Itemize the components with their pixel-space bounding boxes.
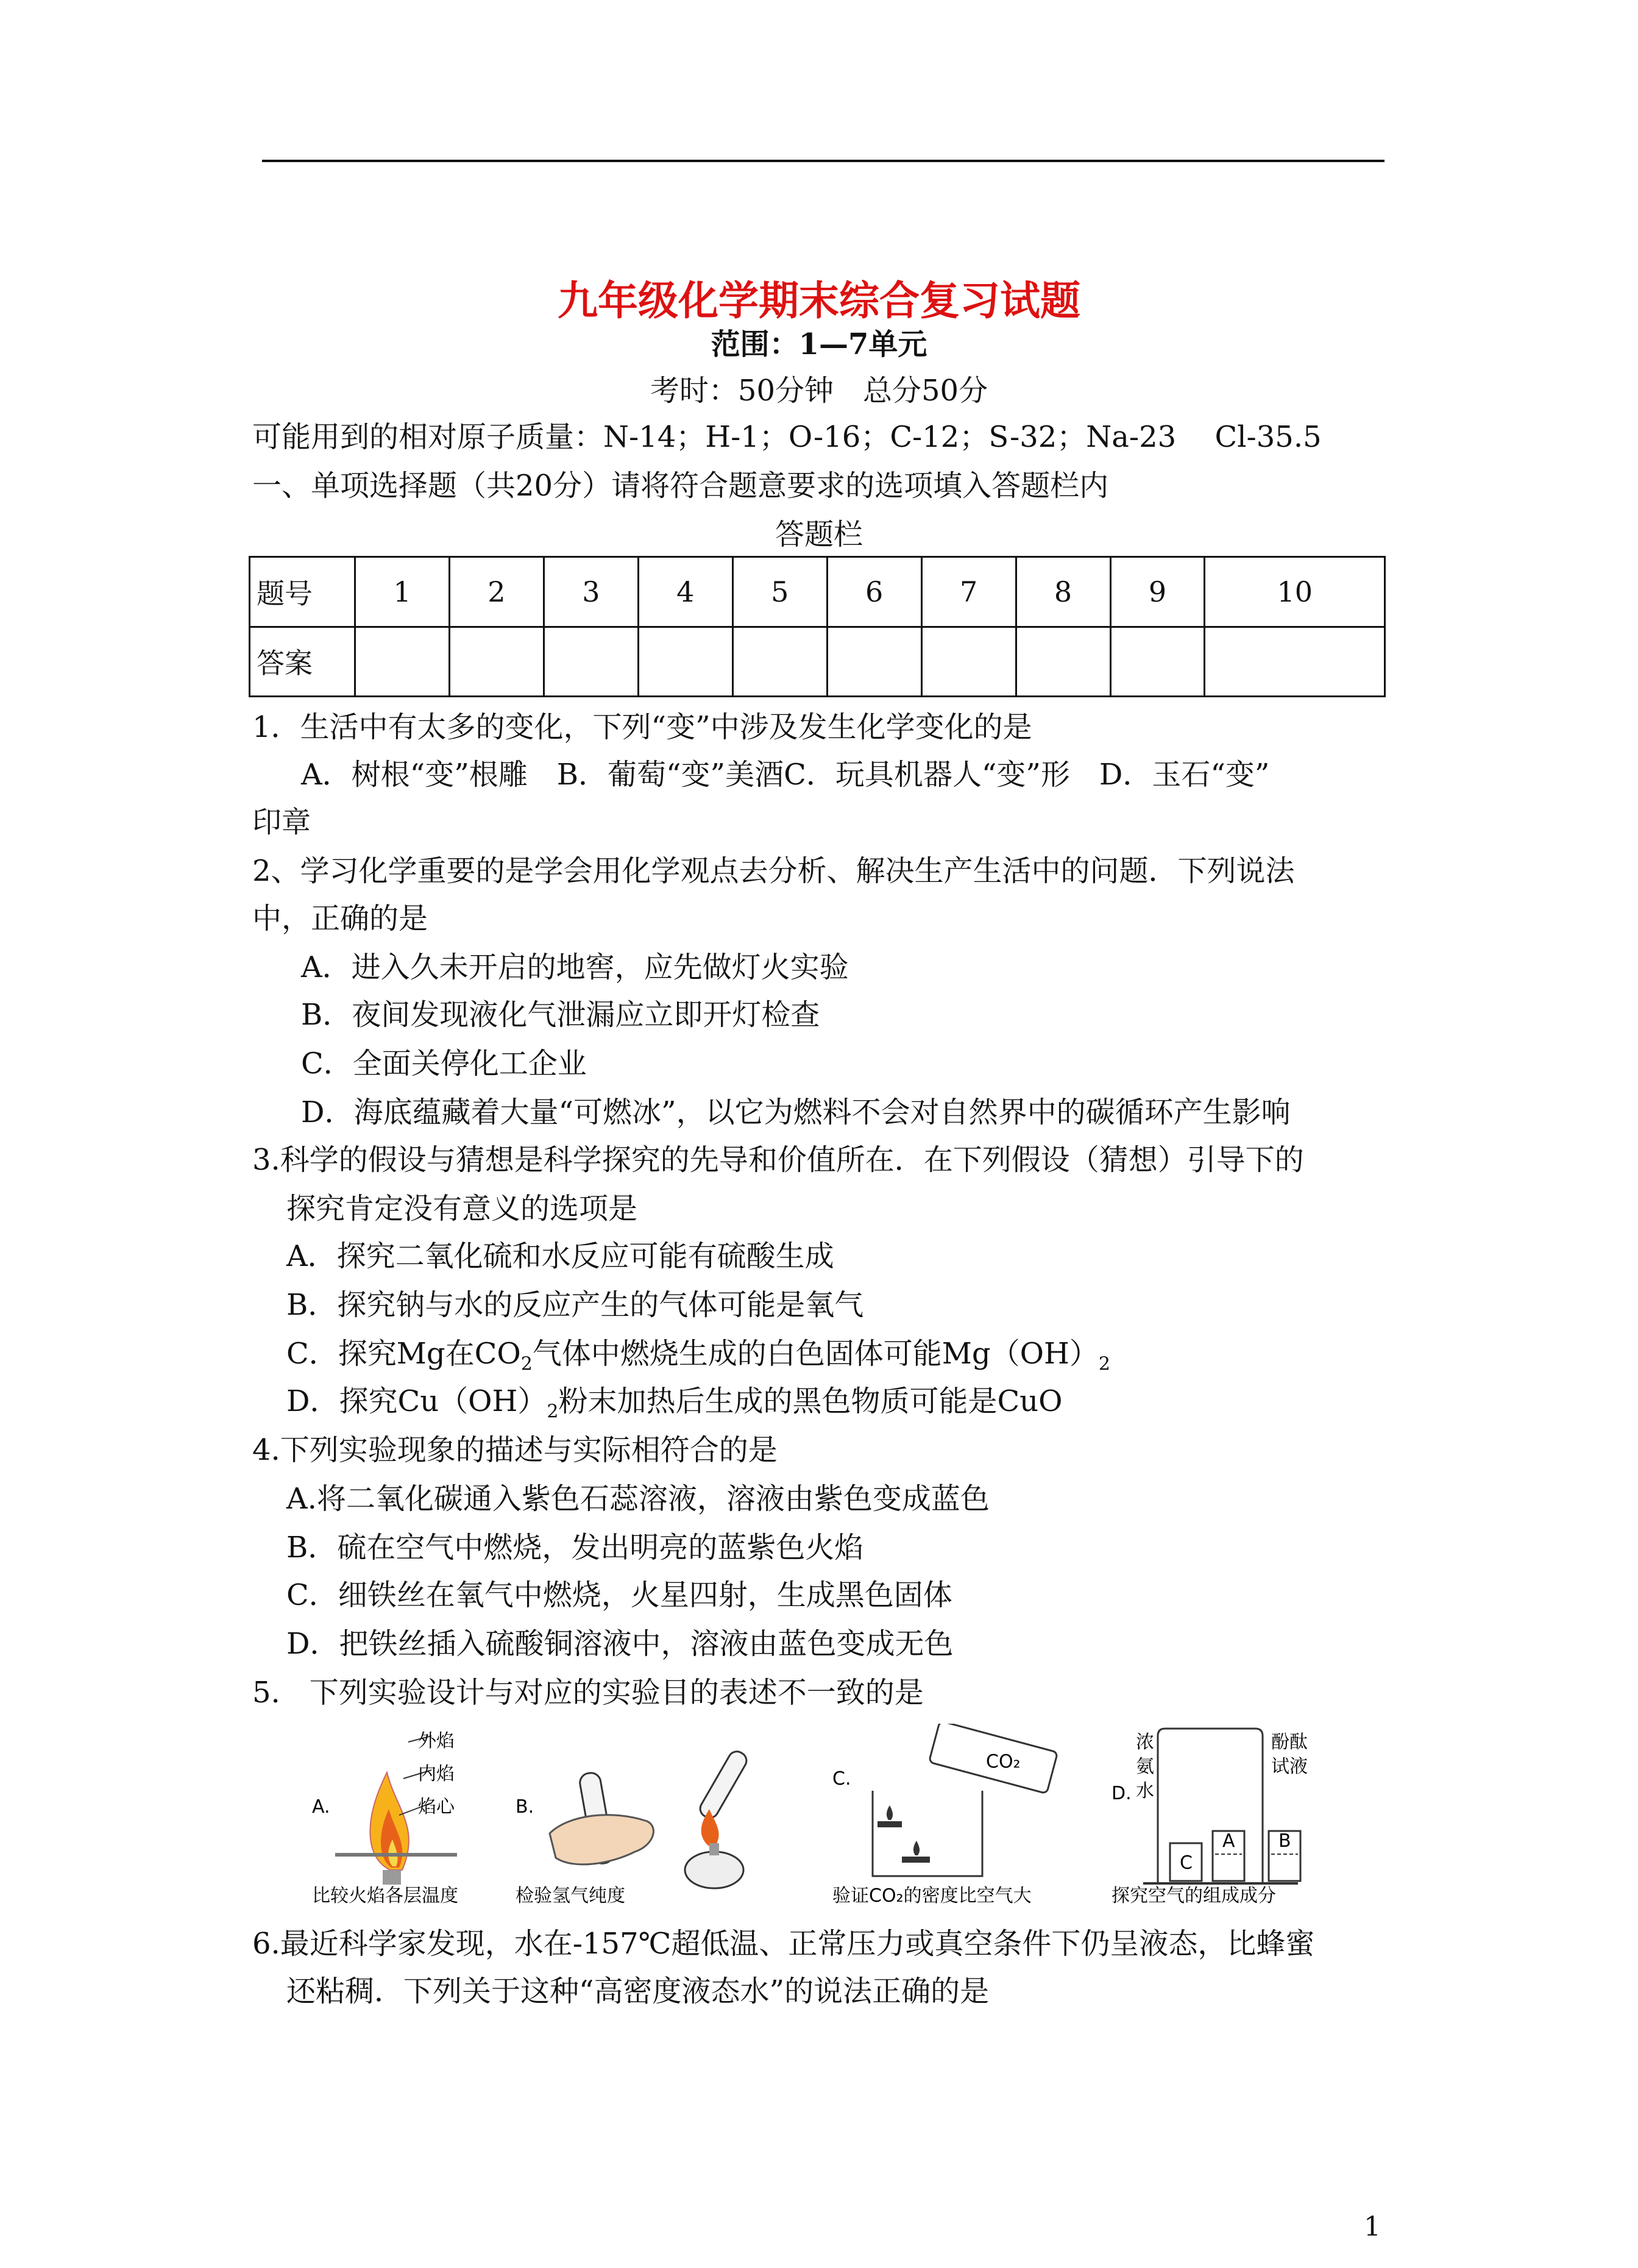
figure-d-caption: 探究空气的组成成分 [1112, 1885, 1276, 1907]
table-cell: 7 [921, 557, 1016, 627]
answer-table [249, 556, 1386, 697]
ammonia-diffusion-diagram [1109, 1724, 1310, 1907]
question-2-option-a: A．进入久未开启的地窖，应先做灯火实验 [301, 950, 849, 984]
question-4-stem: 4.下列实验现象的描述与实际相符合的是 [252, 1433, 778, 1467]
header-rule [262, 160, 1384, 162]
table-cell: 6 [827, 557, 921, 627]
figure-letter: D. [1112, 1783, 1132, 1804]
answer-cell[interactable] [544, 627, 638, 697]
beaker-icon [873, 1791, 982, 1876]
question-1-options: A．树根“变”根雕 B．葡萄“变”美酒C．玩具机器人“变”形 D．玉石“变” [301, 758, 1270, 792]
co2-label: CO₂ [986, 1751, 1021, 1772]
answer-cell[interactable] [1016, 627, 1110, 697]
flame-core-label: 焰心 [418, 1796, 455, 1818]
figure-b-hydrogen-test [513, 1724, 793, 1907]
question-3-option-b: B．探究钠与水的反应产生的气体可能是氧气 [286, 1288, 864, 1322]
answer-cell[interactable] [638, 627, 732, 697]
question-4-option-a: A.将二氧化碳通入紫色石蕊溶液，溶液由紫色变成蓝色 [286, 1482, 990, 1516]
candle-flame-icon [913, 1841, 920, 1855]
outer-flame-label: 外焰 [418, 1730, 455, 1752]
question-3-option-c: C．探究Mg在$CO_2$气体中燃烧生成的白色固体可能$Mg(OH)_2$ [286, 1337, 1110, 1375]
answer-cell[interactable] [355, 627, 450, 697]
question-2-stem-cont: 中，正确的是 [252, 901, 428, 936]
table-cell: 答案 [250, 627, 355, 697]
page-number: 1 [1364, 2211, 1381, 2242]
figure-d-ammonia [1109, 1724, 1310, 1907]
exam-range: 范围：1—7单元 [711, 327, 927, 361]
question-3-option-d: D．探究$Cu(OH)_2$粉末加热后生成的黑色物质可能是CuO [286, 1384, 1063, 1423]
question-6-stem-cont: 还粘稠．下列关于这种“高密度液态水”的说法正确的是 [286, 1974, 990, 2008]
figure-letter: C. [832, 1768, 851, 1790]
figure-a-caption: 比较火焰各层温度 [312, 1885, 458, 1907]
question-1-stem: 1．生活中有太多的变化，下列“变”中涉及发生化学变化的是 [252, 710, 1032, 744]
table-cell: 8 [1016, 557, 1110, 627]
question-4-option-d: D．把铁丝插入硫酸铜溶液中，溶液由蓝色变成无色 [286, 1627, 954, 1661]
table-cell: 题号 [250, 557, 355, 627]
answer-cell[interactable] [449, 627, 544, 697]
question-2-option-b: B．夜间发现液化气泄漏应立即开灯检查 [301, 998, 820, 1032]
table-cell: 2 [449, 557, 544, 627]
flame-diagram [311, 1724, 475, 1907]
phenolphthalein-label-1: 酚酞 [1271, 1732, 1308, 1753]
figure-c-co2-density [830, 1724, 1074, 1907]
table-cell: 10 [1205, 557, 1385, 627]
hand-icon [550, 1815, 653, 1865]
question-3-stem: 3.科学的假设与猜想是科学探究的先导和价值所在．在下列假设（猜想）引导下的 [252, 1143, 1304, 1177]
figure-letter: B. [516, 1796, 534, 1818]
lamp-wick-icon [709, 1843, 719, 1855]
table-cell: 1 [355, 557, 450, 627]
beaker-c-label: C [1180, 1852, 1193, 1874]
question-6-stem: 6.最近科学家发现，水在-157℃超低温、正常压力或真空条件下仍呈液态，比蜂蜜 [252, 1927, 1315, 1961]
matchstick-icon [335, 1853, 457, 1857]
beaker-a-label: A [1222, 1830, 1235, 1852]
beaker-b-label: B [1278, 1830, 1291, 1852]
answer-cell[interactable] [732, 627, 827, 697]
exam-time-score: 考时：50分钟 总分50分 [650, 374, 988, 408]
table-cell: 4 [638, 557, 732, 627]
upper-step-icon [878, 1821, 902, 1827]
answer-cell[interactable] [1205, 627, 1385, 697]
figure-a-flame [311, 1724, 475, 1907]
hydrogen-test-diagram [513, 1724, 793, 1907]
answer-cell[interactable] [1110, 627, 1205, 697]
page-title: 九年级化学期末综合复习试题 [558, 277, 1080, 324]
inner-flame-label: 内焰 [418, 1763, 455, 1785]
question-4-option-b: B．硫在空气中燃烧，发出明亮的蓝紫色火焰 [286, 1530, 864, 1565]
question-2-option-d: D．海底蕴藏着大量“可燃冰”，以它为燃料不会对自然界中的碳循环产生影响 [301, 1095, 1291, 1129]
answer-cell[interactable] [827, 627, 921, 697]
question-1-options-cont: 印章 [252, 805, 311, 839]
answer-bar-title: 答题栏 [775, 517, 863, 552]
figure-b-caption: 检验氢气纯度 [516, 1885, 625, 1907]
phenolphthalein-label-2: 试液 [1271, 1756, 1308, 1777]
candle-flame-icon [887, 1805, 893, 1820]
table-cell: 3 [544, 557, 638, 627]
question-4-option-c: C．细铁丝在氧气中燃烧，火星四射，生成黑色固体 [286, 1578, 952, 1612]
table-cell: 9 [1110, 557, 1205, 627]
figure-letter: A. [312, 1796, 330, 1818]
ammonia-label-1: 浓 [1136, 1732, 1154, 1753]
table-cell: 5 [732, 557, 827, 627]
section-heading: 一、单项选择题（共20分）请将符合题意要求的选项填入答题栏内 [252, 469, 1109, 503]
question-3-option-a: A．探究二氧化硫和水反应可能有硫酸生成 [286, 1239, 834, 1273]
question-3-stem-cont: 探究肯定没有意义的选项是 [286, 1192, 638, 1226]
answer-table-number-row [250, 557, 1385, 627]
answer-cell[interactable] [921, 627, 1016, 697]
lower-step-icon [902, 1857, 930, 1863]
inverted-tube-icon [697, 1749, 750, 1821]
answer-table-answer-row [250, 627, 1385, 697]
question-2-stem: 2、学习化学重要的是学会用化学观点去分析、解决生产生活中的问题．下列说法 [252, 854, 1295, 888]
alcohol-lamp-icon [685, 1852, 743, 1888]
ammonia-label-3: 水 [1136, 1780, 1154, 1802]
ammonia-label-2: 氨 [1136, 1756, 1154, 1777]
co2-density-diagram [830, 1724, 1074, 1907]
question-5-stem: 5. 下列实验设计与对应的实验目的表述不一致的是 [252, 1676, 924, 1710]
figure-c-caption: 验证CO₂的密度比空气大 [832, 1885, 1032, 1907]
atomic-masses: 可能用到的相对原子质量：N-14；H-1；O-16；C-12；S-32；Na-23 Cl-35.5 [252, 420, 1322, 454]
question-2-option-c: C．全面关停化工企业 [301, 1047, 587, 1081]
lamp-wick-icon [383, 1870, 401, 1885]
